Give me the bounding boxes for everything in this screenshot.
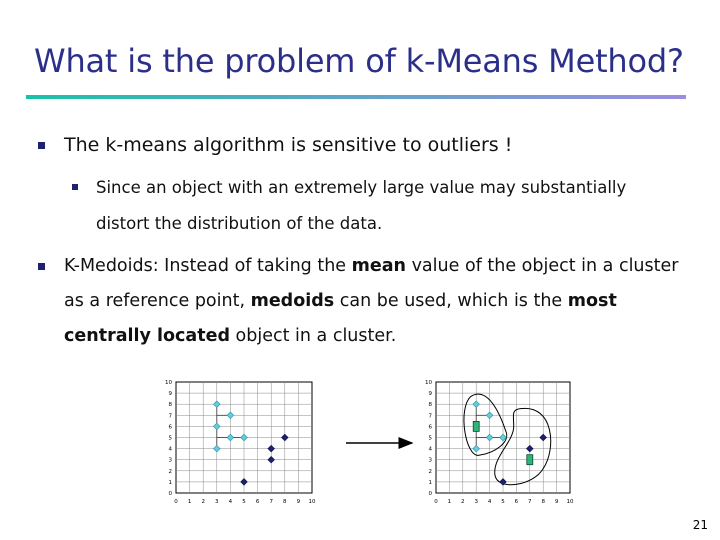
bullet-2-line-1-c: value of the object in a cluster [406, 256, 679, 276]
c2-y-tick-0: 0 [428, 491, 432, 497]
c1-x-tick-5: 5 [242, 499, 246, 505]
c1-x-tick-0: 0 [174, 499, 178, 505]
c2-x-tick-6: 6 [514, 499, 519, 505]
chart-after [425, 380, 574, 505]
bullet-1-text: The k-means algorithm is sensitive to outliers ! [64, 134, 513, 156]
c2-y-tick-3: 3 [428, 457, 432, 464]
c2-y-tick-9: 9 [428, 391, 432, 398]
c2-x-tick-2: 2 [461, 499, 465, 505]
c1-x-tick-8: 8 [283, 499, 287, 505]
c1-y-tick-2: 2 [168, 468, 172, 475]
c1-x-tick-10: 10 [308, 499, 316, 505]
c1-x-tick-1: 1 [187, 499, 192, 505]
c2-y-tick-5: 5 [428, 435, 432, 442]
c1-y-tick-10: 10 [165, 380, 172, 386]
c1-x-tick-7: 7 [269, 499, 273, 505]
c2-medoid-1 [527, 455, 533, 465]
bullet-2-line-3-bold: centrally located [64, 326, 230, 346]
c2-y-tick-10: 10 [425, 380, 432, 386]
bullet-2-line-2-bold-1: medoids [250, 291, 335, 311]
c1-x-tick-3: 3 [215, 499, 219, 505]
c2-x-tick-7: 7 [528, 499, 532, 505]
c1-y-tick-9: 9 [168, 391, 172, 398]
c1-y-tick-4: 4 [168, 446, 172, 453]
c1-x-tick-6: 6 [255, 499, 260, 505]
bullet-2-line-2-a: as a reference point, [64, 291, 251, 311]
c1-y-tick-7: 7 [168, 413, 172, 420]
bullet-2-line-3-b: object in a cluster. [229, 326, 397, 346]
c2-x-tick-1: 1 [447, 499, 452, 505]
c2-y-tick-8: 8 [428, 402, 432, 409]
slide-title: What is the problem of k-Means Method? [34, 42, 684, 80]
c1-y-tick-6: 6 [168, 424, 172, 431]
bullet-2-line-1-bold: mean [351, 256, 407, 276]
page-number: 21 [692, 518, 708, 532]
bullet-2-line-2-bold-2: most [567, 291, 617, 311]
c1-y-tick-8: 8 [168, 402, 172, 409]
c1-x-tick-9: 9 [296, 499, 301, 505]
c1-y-tick-1: 1 [168, 479, 172, 486]
c1-x-tick-4: 4 [228, 499, 233, 505]
chart-before [165, 380, 316, 505]
c1-y-tick-0: 0 [168, 491, 172, 497]
bullet-2-line-1-a: K-Medoids: Instead of taking the [64, 256, 352, 276]
c2-y-tick-7: 7 [428, 413, 432, 420]
c1-x-tick-2: 2 [201, 499, 205, 505]
sub-bullet-line-1: Since an object with an extremely large value may substantially [96, 178, 627, 197]
c2-x-tick-0: 0 [434, 499, 438, 505]
c1-y-tick-3: 3 [168, 457, 172, 464]
c2-y-tick-2: 2 [428, 468, 432, 475]
c2-y-tick-1: 1 [428, 479, 432, 486]
c2-x-tick-3: 3 [474, 499, 478, 505]
c2-x-tick-8: 8 [541, 499, 545, 505]
c2-y-tick-6: 6 [428, 424, 432, 431]
sub-bullet-line-2: distort the distribution of the data. [96, 214, 383, 233]
c2-x-tick-10: 10 [566, 499, 574, 505]
c1-y-tick-5: 5 [168, 435, 172, 442]
bullet-2-line-2-c: can be used, which is the [334, 291, 568, 311]
c2-x-tick-9: 9 [554, 499, 559, 505]
c2-x-tick-5: 5 [501, 499, 505, 505]
c2-x-tick-4: 4 [487, 499, 492, 505]
c2-medoid-0 [473, 421, 479, 431]
c2-y-tick-4: 4 [428, 446, 432, 453]
